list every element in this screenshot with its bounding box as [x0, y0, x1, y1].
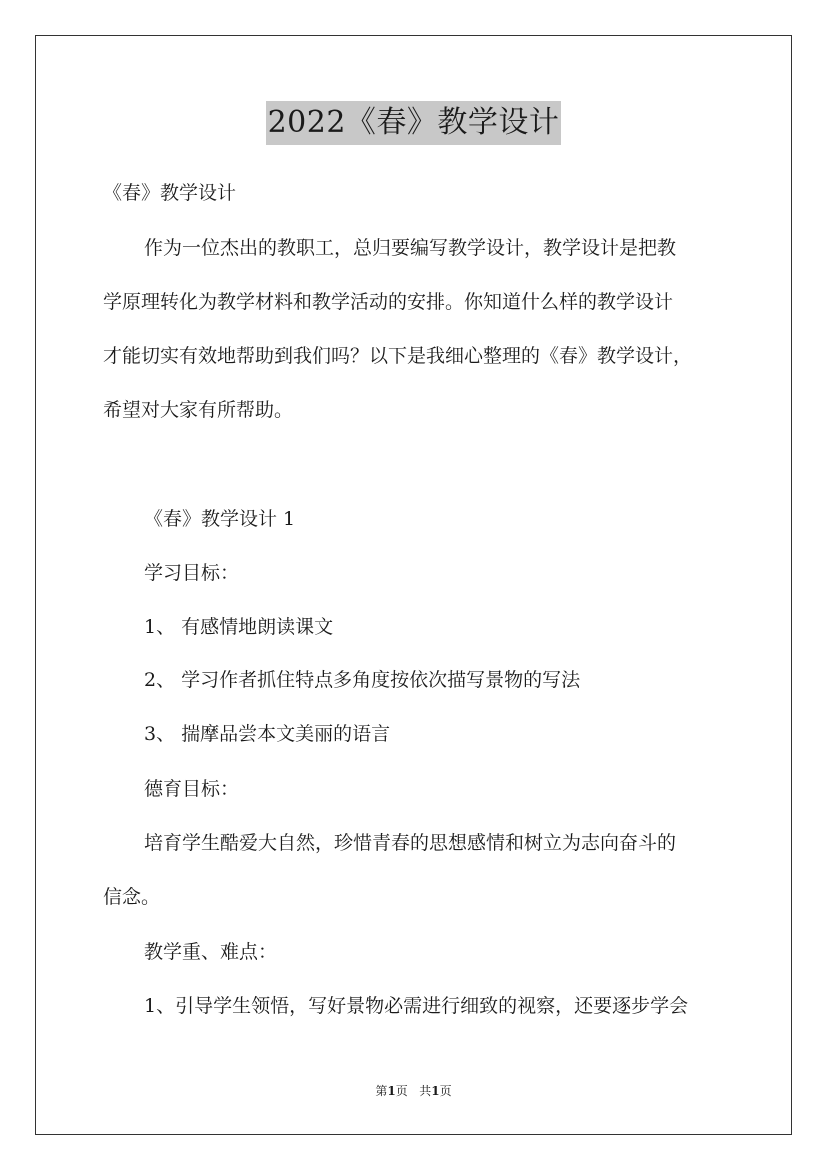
page-footer [0, 1083, 827, 1099]
key-point-line-1: 1、引导学生领悟，写好景物必需进行细致的视察，还要逐步学会 [144, 995, 689, 1017]
total-pages-prefix: 共 [419, 1084, 432, 1098]
key-points-label: 教学重、难点： [144, 941, 278, 963]
moral-goal-line-2: 信念。 [103, 886, 161, 908]
learning-goals-label: 学习目标： [144, 562, 240, 584]
learning-goal-item: 2、 学习作者抓住特点多角度按依次描写景物的写法 [144, 669, 581, 691]
total-pages-suffix: 页 [439, 1084, 452, 1098]
learning-goal-item: 1、 有感情地朗读课文 [144, 616, 334, 638]
subtitle: 《春》教学设计 [103, 182, 237, 204]
learning-goal-item: 3、 揣摩品尝本文美丽的语言 [144, 723, 391, 745]
page-number-suffix: 页 [395, 1084, 408, 1098]
intro-line-1: 作为一位杰出的教职工，总归要编写教学设计，教学设计是把教 [144, 237, 677, 259]
total-pages: 1 [431, 1084, 440, 1098]
document-title: 2022《春》教学设计 [266, 101, 562, 145]
intro-line-3: 才能切实有效地帮助到我们吗？以下是我细心整理的《春》教学设计， [103, 345, 693, 367]
page-number-prefix: 第 [375, 1084, 388, 1098]
moral-goals-label: 德育目标： [144, 778, 240, 800]
section-heading: 《春》教学设计 1 [144, 508, 296, 530]
document-title-container [0, 101, 827, 145]
page-number: 1 [387, 1084, 396, 1098]
moral-goal-line-1: 培育学生酷爱大自然，珍惜青春的思想感情和树立为志向奋斗的 [144, 832, 677, 854]
intro-line-4: 希望对大家有所帮助。 [103, 399, 294, 421]
intro-line-2: 学原理转化为教学材料和教学活动的安排。你知道什么样的教学设计 [103, 291, 674, 313]
